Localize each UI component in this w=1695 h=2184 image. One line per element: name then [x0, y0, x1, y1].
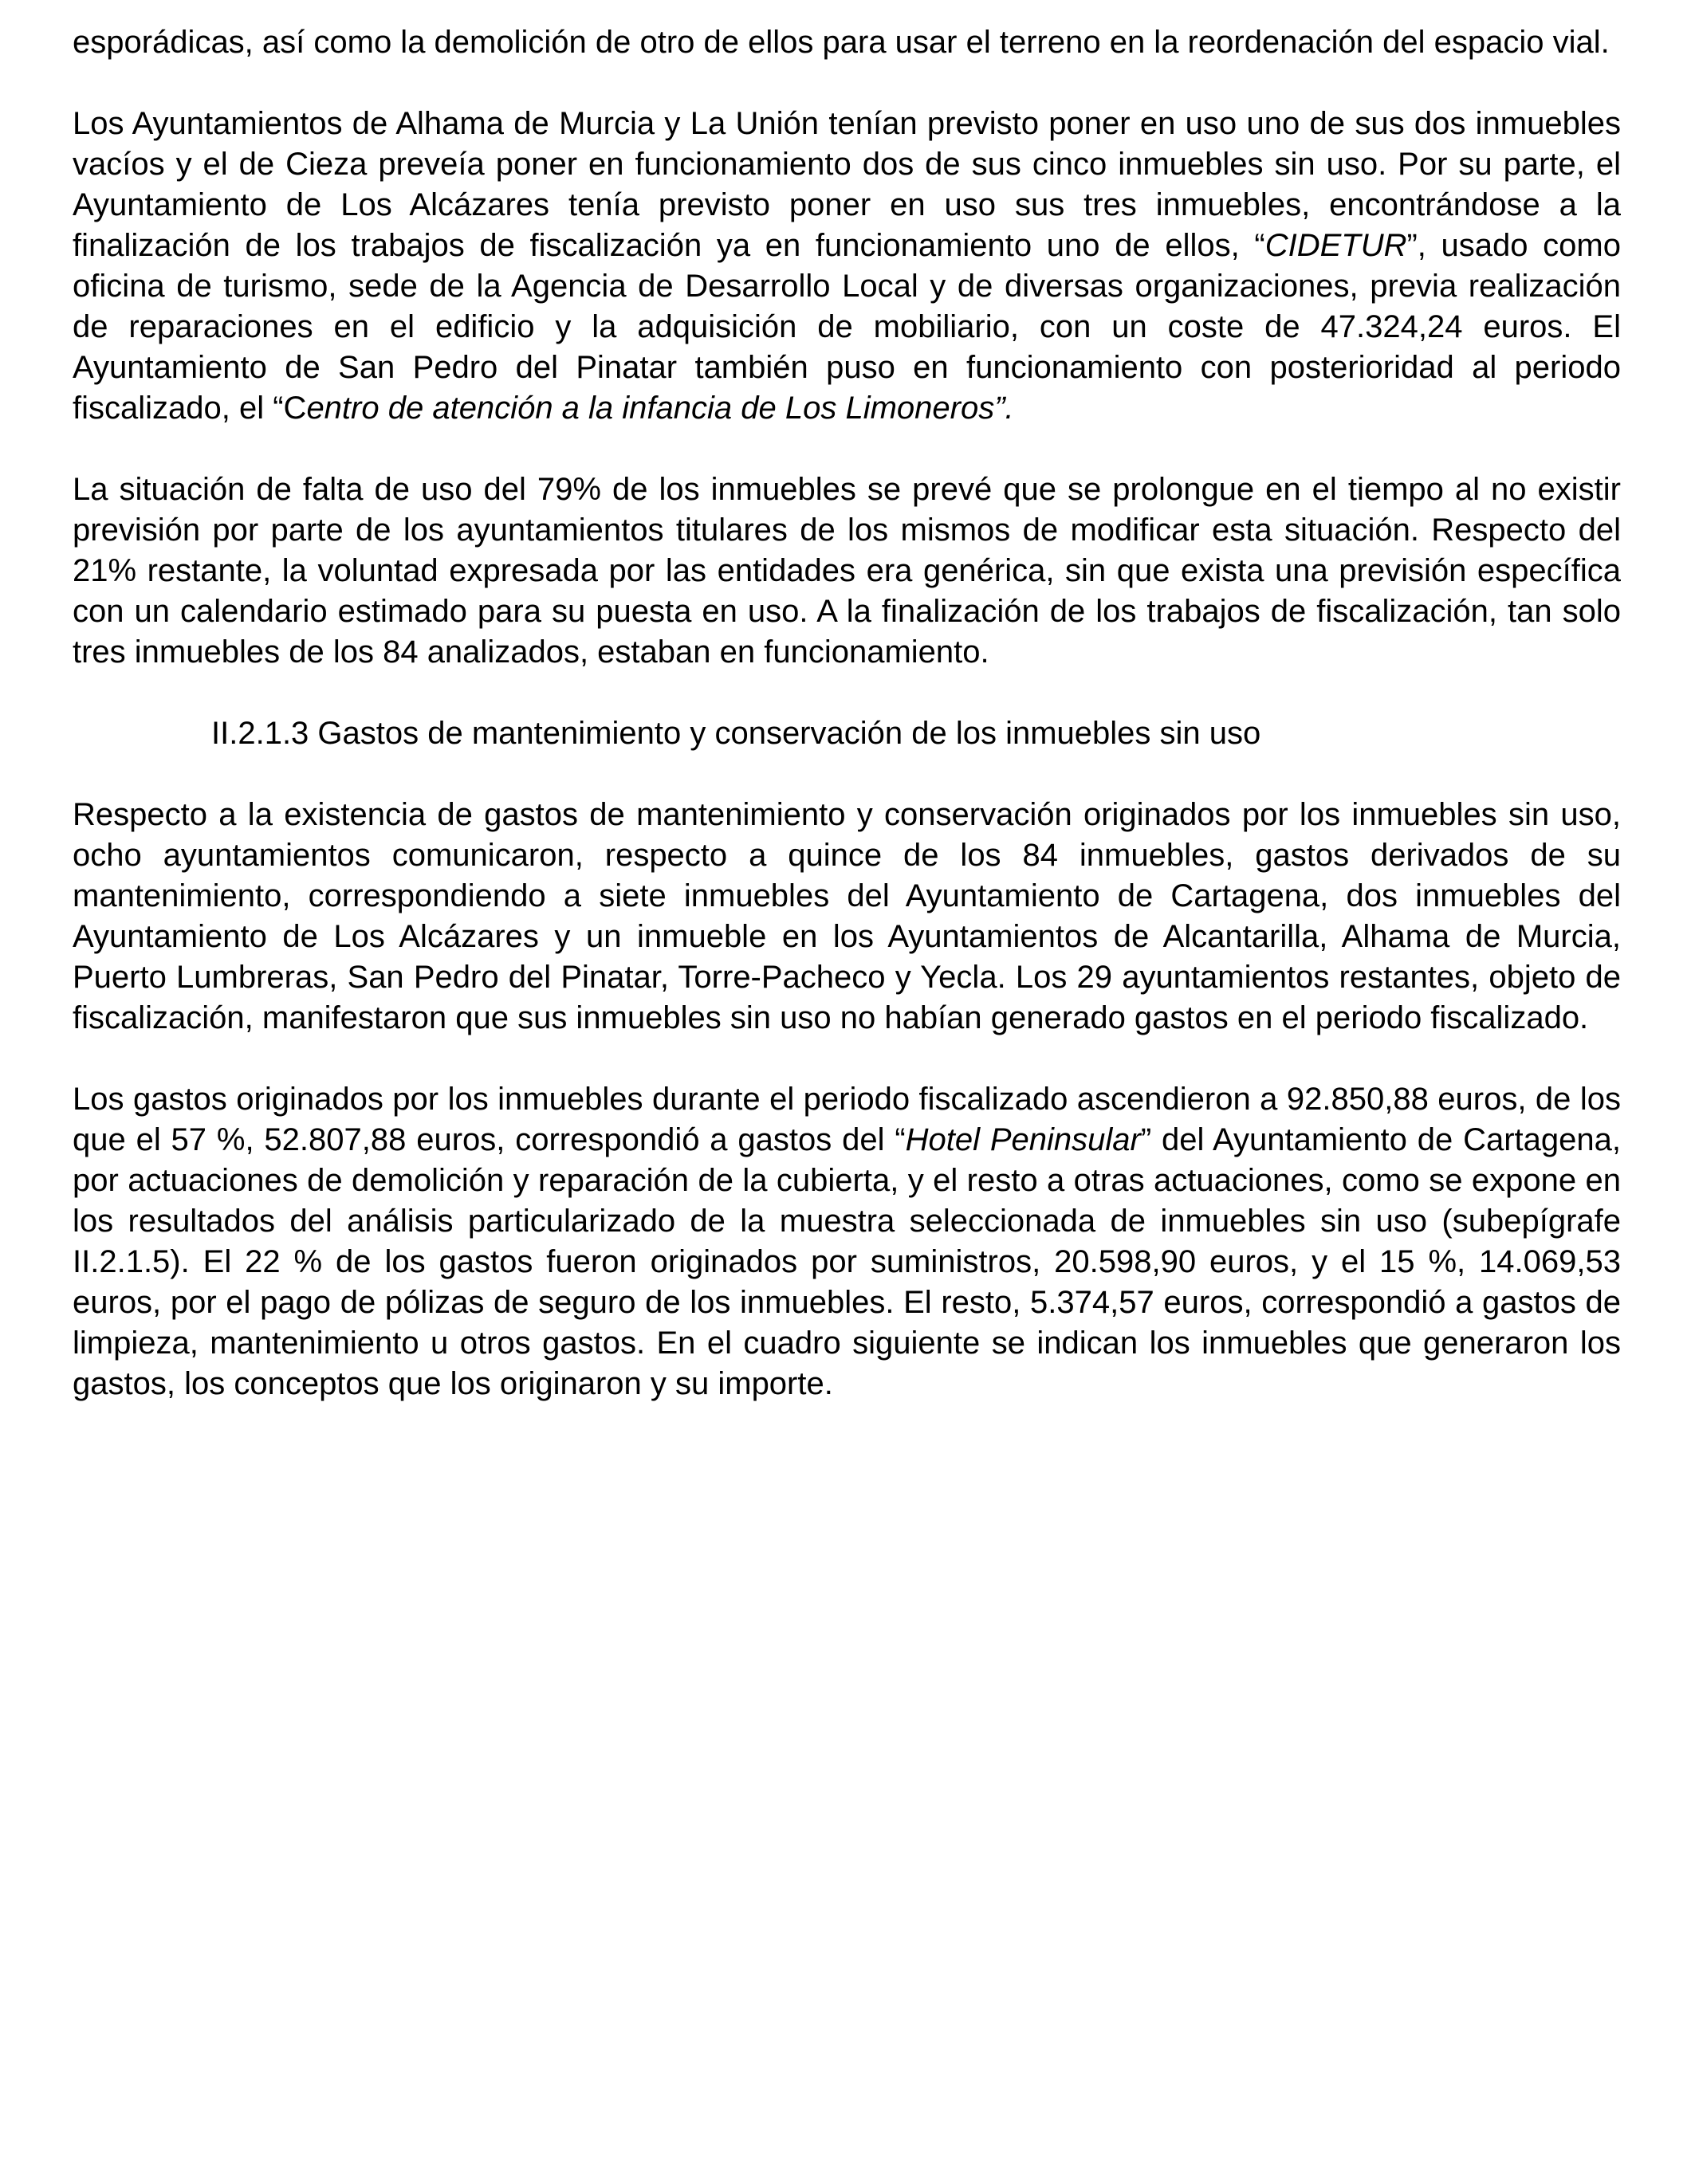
paragraph-expense-totals-text-c: ” del Ayuntamiento de Cartagena, por actuaciones de demolición y reparación de la cubierta, y el resto a otras actuaciones, como se expone en los resultados del análisis particularizado de la muestra seleccionada de inmuebles sin uso (subepígrafe II.2.1.5). El 22 % de los gastos fueron originados por suministros, 20.598,90 euros, y el 15 %, 14.069,53 euros, por el pago de pólizas de seguro de los inmuebles. El resto, 5.374,57 euros, correspondió a gastos de limpieza, mantenimiento u otros gastos. En el cuadro siguiente se indican los inmuebles que generaron los gastos, los conceptos que los originaron y su importe. — [73, 1122, 1622, 1401]
cidetur-italic: CIDETUR — [1264, 228, 1407, 263]
paragraph-expense-totals — [73, 1079, 1621, 1404]
hotel-peninsular-italic: Hotel Peninsular — [905, 1122, 1141, 1157]
paragraph-lack-of-use: La situación de falta de uso del 79% de los inmuebles se prevé que se prolongue en el tiempo al no existir previsión por parte de los ayuntamientos titulares de los mismos de modificar esta situación. Respecto del 21% restante, la voluntad expresada por las entidades era genérica, sin que exista una previsión específica con un calendario estimado para su puesta en uso. A la finalización de los trabajos de fiscalización, tan solo tres inmuebles de los 84 analizados, estaban en funcionamiento. — [73, 472, 1621, 670]
paragraph-planned-use-text-a: Los Ayuntamientos de Alhama de Murcia y La Unión tenían previsto poner en uso uno de sus dos inmuebles vacíos y el de Cieza preveía poner en funcionamiento dos de sus cinco inmuebles sin uso. Por su parte, el Ayuntamiento de Los Alcázares tenía previsto poner en uso sus tres inmuebles, encontrándose a la finalización de los trabajos de fiscalización ya en funcionamiento uno de ellos, “ — [73, 106, 1621, 263]
section-heading: II.2.1.3 Gastos de mantenimiento y conservación de los inmuebles sin uso — [211, 716, 1261, 751]
paragraph-maintenance-expenses: Respecto a la existencia de gastos de mantenimiento y conservación originados por los inmuebles sin uso, ocho ayuntamientos comunicaron, respecto a quince de los 84 inmuebles, gastos derivados de su mantenimiento, correspondiendo a siete inmuebles del Ayuntamiento de Cartagena, dos inmuebles del Ayuntamiento de Los Alcázares y un inmueble en los Ayuntamientos de Alcantarilla, Alhama de Murcia, Puerto Lumbreras, San Pedro del Pinatar, Torre-Pacheco y Yecla. Los 29 ayuntamientos restantes, objeto de fiscalización, manifestaron que sus inmuebles sin uso no habían generado gastos en el periodo fiscalizado. — [73, 797, 1621, 1035]
limoneros-italic: entro de atención a la infancia de Los Limoneros”. — [306, 391, 1014, 426]
paragraph-demolition-continuation: esporádicas, así como la demolición de otro de ellos para usar el terreno en la reordenación del espacio vial. — [73, 25, 1610, 60]
paragraph-expense-totals-text-a: Los gastos originados por los inmuebles durante el periodo fiscalizado ascendieron a 92.850,88 euros, de los que el 57 %, 52.807,88 euros, correspondió a gastos del “ — [73, 1082, 1621, 1157]
paragraph-planned-use-text-c: ”, usado como oficina de turismo, sede de la Agencia de Desarrollo Local y de diversas organizaciones, previa realización de reparaciones en el edificio y la adquisición de mobiliario, con un coste de 47.324,24 euros. El Ayuntamiento de San Pedro del Pinatar también puso en funcionamiento con posterioridad al periodo fiscalizado, el “C — [73, 228, 1621, 426]
document-page — [73, 22, 1621, 1404]
paragraph-planned-use — [73, 104, 1621, 429]
